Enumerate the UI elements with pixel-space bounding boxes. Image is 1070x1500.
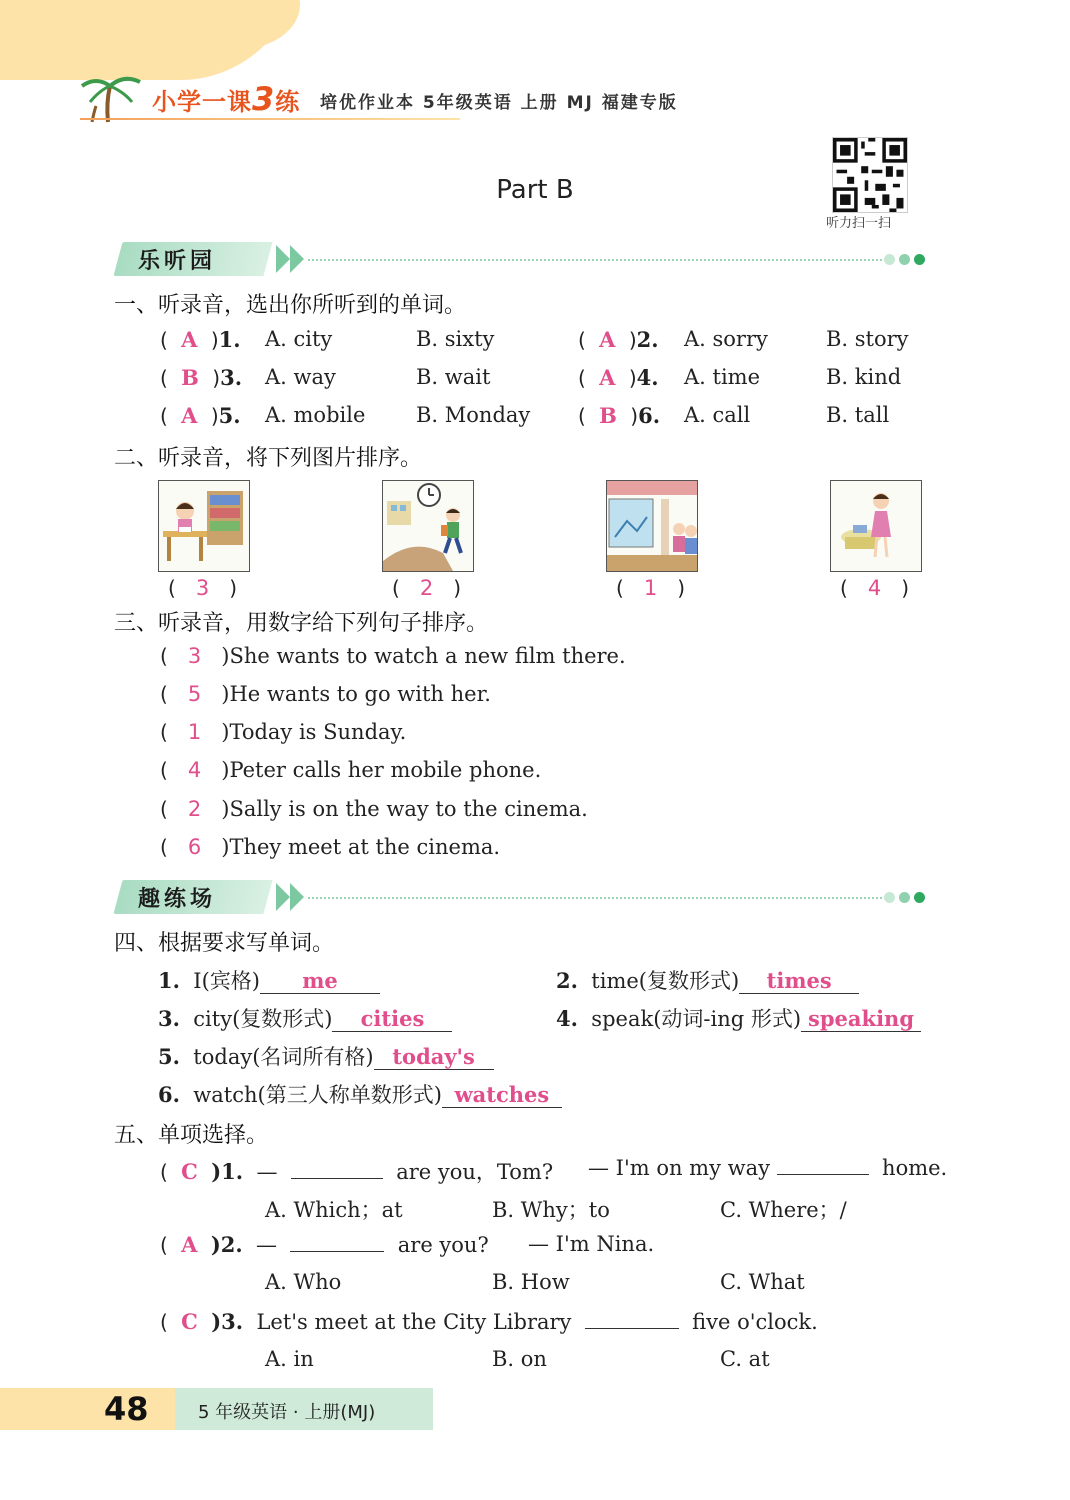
question-2-heading: 二、听录音，将下列图片排序。 [114,446,423,471]
q3-sentence: ( 1 )Today is Sunday. [160,720,407,744]
section-divider [308,897,886,899]
section-arrow-icon [290,245,304,273]
q4-item-6 [158,1079,562,1109]
item-number: 3. [158,1006,180,1031]
answer: 1 [187,720,202,744]
item-number: 3. [220,365,243,390]
prompt: I(宾格) [193,969,260,993]
q2-answer-2: ( 2 ) [392,576,462,600]
question-text: five o'clock. [692,1310,818,1334]
question-3-heading: 三、听录音，用数字给下列句子排序。 [114,611,489,636]
sentence-text: )Peter calls her mobile phone. [221,758,542,782]
q1-option-a: A. sorry [684,327,768,351]
item-number: 2. [556,968,578,993]
q4-item-1 [158,965,380,995]
q3-sentence: ( 6 )They meet at the cinema. [160,835,501,859]
q3-sentence: ( 4 )Peter calls her mobile phone. [160,758,542,782]
divider-dot [914,892,925,903]
sentence-text: )Sally is on the way to the cinema. [221,797,588,821]
q2-answer-3: ( 1 ) [616,576,686,600]
item-number: )2. [210,1232,243,1257]
answer: times [766,968,832,993]
q5-item-1: ( C )1. — are you，Tom? [160,1159,554,1184]
divider-dot [884,892,895,903]
item-number: 5. [158,1044,180,1069]
q3-sentence: ( 3 )She wants to watch a new film there. [160,644,626,668]
question-text: home. [882,1156,948,1180]
item-number: 6. [158,1082,180,1107]
answer: 2 [419,576,434,600]
q1-option-a: A. way [265,365,336,389]
q5-option: B. on [492,1347,547,1371]
qr-code-icon[interactable] [832,137,908,213]
answer: A [599,365,616,390]
q3-sentence: ( 2 )Sally is on the way to the cinema. [160,797,588,821]
item-number: 1. [218,327,241,352]
question-text: are you? [397,1233,489,1257]
q4-item-3 [158,1003,452,1033]
q1-item-5: ( A )5. [160,403,241,428]
sentence-text: )They meet at the cinema. [221,835,501,859]
q1-option-b: B. wait [416,365,491,389]
divider-dot [899,254,910,265]
answer: 6 [187,835,202,859]
question-text: are you，Tom? [396,1160,554,1184]
q1-option-a: A. time [684,365,761,389]
header-underline [80,118,460,120]
answer: B [181,365,199,390]
question-text: — I'm on my way [588,1156,770,1180]
q1-option-b: B. tall [826,403,890,427]
sentence-text: )She wants to watch a new film there. [221,644,626,668]
item-number: )3. [211,1309,244,1334]
picture-boy-on-the-way [382,480,474,572]
q5-option: A. Which；at [265,1198,403,1222]
q1-option-b: B. story [826,327,909,351]
answer: A [181,1232,198,1257]
answer: me [302,968,338,993]
q1-option-a: A. call [684,403,751,427]
item-number: 4. [556,1006,578,1031]
answer: speaking [808,1006,915,1031]
qr-label: 听力扫一扫 [826,216,892,231]
q5-option: A. in [265,1347,314,1371]
divider-dot [914,254,925,265]
answer: C [181,1309,198,1334]
q4-item-4 [556,1003,921,1033]
section-arrow-icon [276,883,290,911]
footer-bar [0,1388,175,1430]
section-title-practice: 趣练场 [138,887,217,912]
q5-option: C. at [720,1347,770,1371]
q4-item-2 [556,965,859,995]
item-number: )1. [211,1159,244,1184]
q1-item-2: ( A )2. [578,327,659,352]
answer: A [181,403,198,428]
q5-item-2-reply: — I'm Nina. [528,1232,655,1256]
answer: A [181,327,198,352]
prompt: speak(动词-ing 形式) [591,1007,802,1031]
answer: 4 [867,576,882,600]
answer: 2 [187,797,202,821]
picture-girl-on-phone [830,480,922,572]
q3-sentence: ( 5 )He wants to go with her. [160,682,491,706]
question-text: Let's meet at the City Library [256,1310,572,1334]
page-number: 48 [104,1390,149,1428]
answer: watches [454,1082,550,1107]
q5-option: C. What [720,1270,805,1294]
answer: 3 [195,576,210,600]
prompt: watch(第三人称单数形式) [193,1083,442,1107]
answer: cities [360,1006,425,1031]
q1-option-b: B. sixty [416,327,495,351]
q1-option-a: A. city [265,327,333,351]
question-1-heading: 一、听录音，选出你所听到的单词。 [114,293,467,318]
divider-dot [884,254,895,265]
picture-girl-in-library [158,480,250,572]
answer: 1 [643,576,658,600]
item-number: 4. [636,365,659,390]
brand-number: 3 [252,80,276,118]
q5-option: C. Where；/ [720,1198,847,1222]
sentence-text: )Today is Sunday. [221,720,407,744]
question-5-heading: 五、单项选择。 [114,1123,269,1148]
q5-option: B. Why；to [492,1198,610,1222]
section-title-listen: 乐听园 [138,249,217,274]
question-4-heading: 四、根据要求写单词。 [114,931,335,956]
divider-dot [899,892,910,903]
brand-text-end: 练 [275,88,301,116]
answer: 5 [187,682,202,706]
q5-item-2: ( A )2. — are you? [160,1232,489,1257]
q2-answer-4: ( 4 ) [840,576,910,600]
answer: 3 [187,644,202,668]
q1-option-a: A. mobile [265,403,366,427]
q1-item-6: ( B )6. [578,403,661,428]
q4-item-5 [158,1041,494,1071]
section-divider [308,259,886,261]
brand-title [152,80,300,118]
item-number: 2. [636,327,659,352]
q5-item-3: ( C )3. Let's meet at the City Library five o'clock. [160,1309,818,1334]
footer-book-title: 5 年级英语 · 上册(MJ) [198,1402,376,1423]
question-text: — [256,1233,278,1257]
q5-option: A. Who [265,1270,342,1294]
answer: 4 [187,758,202,782]
q2-answer-1: ( 3 ) [168,576,238,600]
answer: B [599,403,617,428]
q1-item-4: ( A )4. [578,365,659,390]
item-number: 6. [638,403,661,428]
q1-option-b: B. kind [826,365,902,389]
question-text: — [256,1160,278,1184]
picture-cinema [606,480,698,572]
q1-option-b: B. Monday [416,403,531,427]
q1-item-1: ( A )1. [160,327,241,352]
item-number: 5. [218,403,241,428]
answer: today's [392,1044,475,1069]
answer: A [599,327,616,352]
q5-option: B. How [492,1270,570,1294]
q1-item-3: ( B )3. [160,365,243,390]
brand-text: 小学一课 [152,88,252,116]
page-title: Part B [496,175,574,205]
prompt: city(复数形式) [193,1007,333,1031]
section-arrow-icon [276,245,290,273]
q5-item-1-reply [588,1156,947,1180]
sentence-text: )He wants to go with her. [221,682,491,706]
item-number: 1. [158,968,180,993]
section-arrow-icon [290,883,304,911]
answer: C [181,1159,198,1184]
palm-tree-icon [78,68,148,124]
book-subtitle: 培优作业本 5年级英语 上册 MJ 福建专版 [320,93,678,113]
prompt: today(名词所有格) [193,1045,374,1069]
prompt: time(复数形式) [591,969,740,993]
